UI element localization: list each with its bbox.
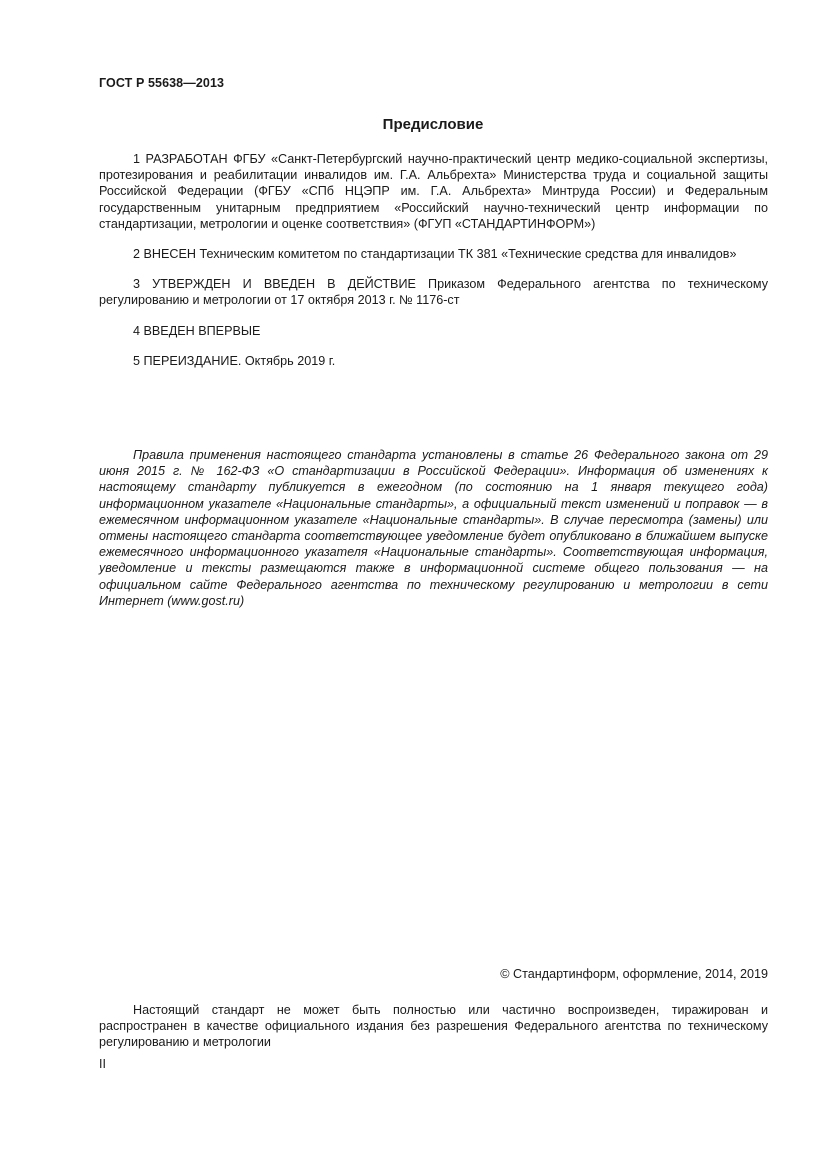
- standard-code-header: ГОСТ Р 55638—2013: [99, 76, 225, 90]
- copyright-line: © Стандартинформ, оформление, 2014, 2019: [500, 967, 768, 981]
- preface-clause-5: 5 ПЕРЕИЗДАНИЕ. Октябрь 2019 г.: [133, 353, 336, 368]
- reprint-restriction: [99, 1002, 768, 1051]
- page-number: II: [99, 1057, 106, 1071]
- preface-clause-2: 2 ВНЕСЕН Техническим комитетом по стандартизации ТК 381 «Технические средства для инвалидов»: [133, 247, 737, 262]
- application-rules-notice: [99, 447, 768, 609]
- preface-clause-4: 4 ВВЕДЕН ВПЕРВЫЕ: [133, 323, 261, 338]
- preface-clauses: [99, 151, 768, 382]
- preface-clause-1: 1 РАЗРАБОТАН ФГБУ «Санкт-Петербургский научно-практический центр медико-социальной экспертизы, протезирования и реабилитации инвалидов им. Г.А. Альбрехта» Министерства труда и социальной защиты Российской Федерации (ФГБУ «СПб НЦЭПР им. Г.А. Альбрехта» Минтруда России) и Федеральным государственным унитарным предприятием «Российский научно-технический центр информации по стандартизации, метрологии и оценке соответствия» (ФГУП «СТАНДАРТИНФОРМ»): [99, 152, 768, 231]
- preface-title: Предисловие: [382, 116, 484, 133]
- preface-clause-3: 3 УТВЕРЖДЕН И ВВЕДЕН В ДЕЙСТВИЕ Приказом Федерального агентства по техническому регулированию и метрологии от 17 октября 2013 г. № 1176-ст: [99, 277, 768, 308]
- reprint-restriction-text: Настоящий стандарт не может быть полностью или частично воспроизведен, тиражирован и распространен в качестве официального издания без разрешения Федерального агентства по техническому регулированию и метрологии: [99, 1003, 768, 1050]
- application-rules-text: Правила применения настоящего стандарта установлены в статье 26 Федерального закона от 29 июня 2015 г. № 162-ФЗ «О стандартизации в Российской Федерации». Информация об изменениях к настоящему стандарту публикуется в ежегодном (по состоянию на 1 января текущего года) информационном указателе «Национальные стандарты», а официальный текст изменений и поправок — в ежемесячном информационном указателе «Национальные стандарты». В случае пересмотра (замены) или отмены настоящего стандарта соответствующее уведомление будет опубликовано в ближайшем выпуске ежемесячного информационного указателя «Национальные стандарты». Соответствующая информация, уведомление и тексты размещаются также в информационной системе общего пользования — на официальном сайте Федерального агентства по техническому регулированию и метрологии в сети Интернет (www.gost.ru): [99, 448, 768, 608]
